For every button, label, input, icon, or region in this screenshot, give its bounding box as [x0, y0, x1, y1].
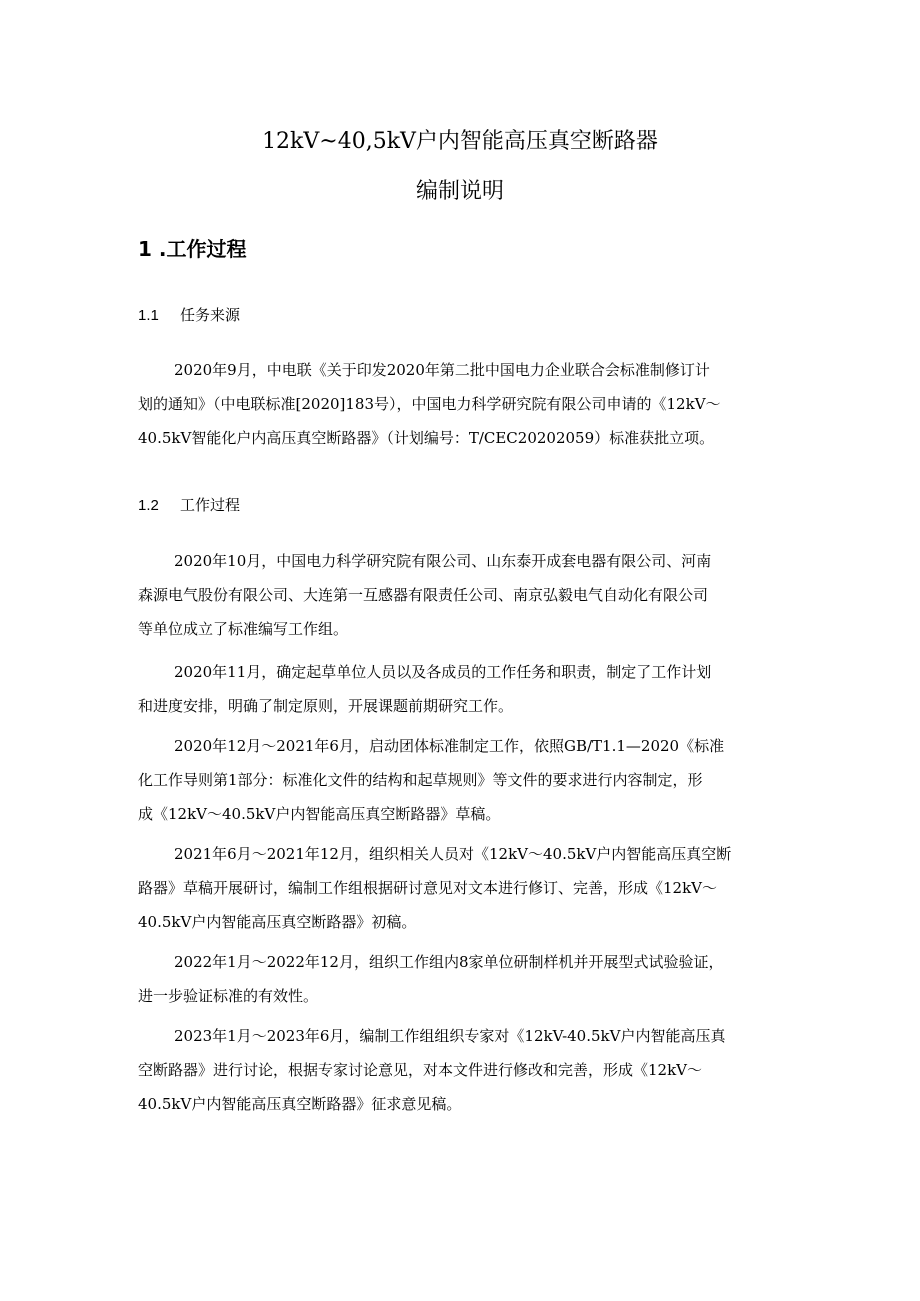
- paragraph-line: 划的通知》（中电联标准[2020]183号），中国电力科学研究院有限公司申请的《12kV～: [138, 395, 721, 413]
- paragraph-line: 和进度安排，明确了制定原则，开展课题前期研究工作。: [138, 697, 514, 715]
- paragraph-line: 进一步验证标准的有效性。: [138, 987, 319, 1005]
- paragraph-line: 等单位成立了标准编写工作组。: [138, 620, 349, 638]
- paragraph-line: 2022年1月～2022年12月，组织工作组内8家单位研制样机并开展型式试验验证，: [174, 953, 724, 971]
- paragraph-line: 成《12kV～40.5kV户内智能高压真空断路器》草稿。: [138, 805, 501, 823]
- paragraph-task-source: [138, 353, 784, 455]
- paragraph-line: 化工作导则第1部分：标准化文件的结构和起草规则》等文件的要求进行内容制定，形: [138, 771, 703, 789]
- paragraph-line: 40.5kV户内智能高压真空断路器》初稿。: [138, 913, 417, 931]
- paragraph-line: 2020年11月，确定起草单位人员以及各成员的工作任务和职责，制定了工作计划: [174, 663, 712, 681]
- paragraph-prototype-verification: [138, 945, 784, 1013]
- subsection-title: 工作过程: [180, 496, 241, 514]
- paragraph-task-assignment: [138, 655, 784, 723]
- subsection-number: 1.2: [138, 497, 159, 514]
- subsection-heading-task-source: [138, 304, 240, 325]
- paragraph-line: 40.5kV智能化户内高压真空断路器》（计划编号：T/CEC20202059）标准获批立项。: [138, 429, 715, 447]
- paragraph-first-draft: [138, 837, 784, 939]
- paragraph-working-group: [138, 544, 784, 646]
- paragraph-line: 2020年12月～2021年6月，启动团体标准制定工作，依照GB/T1.1—2020《标准: [174, 737, 725, 755]
- paragraph-line: 路器》草稿开展研讨，编制工作组根据研讨意见对文本进行修订、完善，形成《12kV～: [138, 879, 718, 897]
- paragraph-draft: [138, 729, 784, 831]
- document-title: 12kV~40,5kV户内智能高压真空断路器: [262, 129, 658, 154]
- subsection-title: 任务来源: [180, 306, 241, 324]
- paragraph-line: 空断路器》进行讨论，根据专家讨论意见，对本文件进行修改和完善，形成《12kV～: [138, 1061, 703, 1079]
- paragraph-line: 2023年1月～2023年6月，编制工作组组织专家对《12kV-40.5kV户内智能高压真: [174, 1027, 726, 1045]
- paragraph-line: 2020年9月，中电联《关于印发2020年第二批中国电力企业联合会标准制修订计: [174, 361, 710, 379]
- paragraph-line: 2020年10月，中国电力科学研究院有限公司、山东泰开成套电器有限公司、河南: [174, 552, 712, 570]
- paragraph-line: 2021年6月～2021年12月，组织相关人员对《12kV～40.5kV户内智能高压真空断: [174, 845, 732, 863]
- paragraph-comment-draft: [138, 1019, 784, 1121]
- paragraph-line: 40.5kV户内智能高压真空断路器》征求意见稿。: [138, 1095, 462, 1113]
- paragraph-line: 森源电气股份有限公司、大连第一互感器有限责任公司、南京弘毅电气自动化有限公司: [138, 586, 709, 604]
- subsection-heading-work-process: [138, 494, 240, 515]
- subsection-number: 1.1: [138, 307, 159, 324]
- section-heading-work-process: 1 .工作过程: [138, 237, 247, 261]
- document-subtitle: 编制说明: [415, 179, 504, 204]
